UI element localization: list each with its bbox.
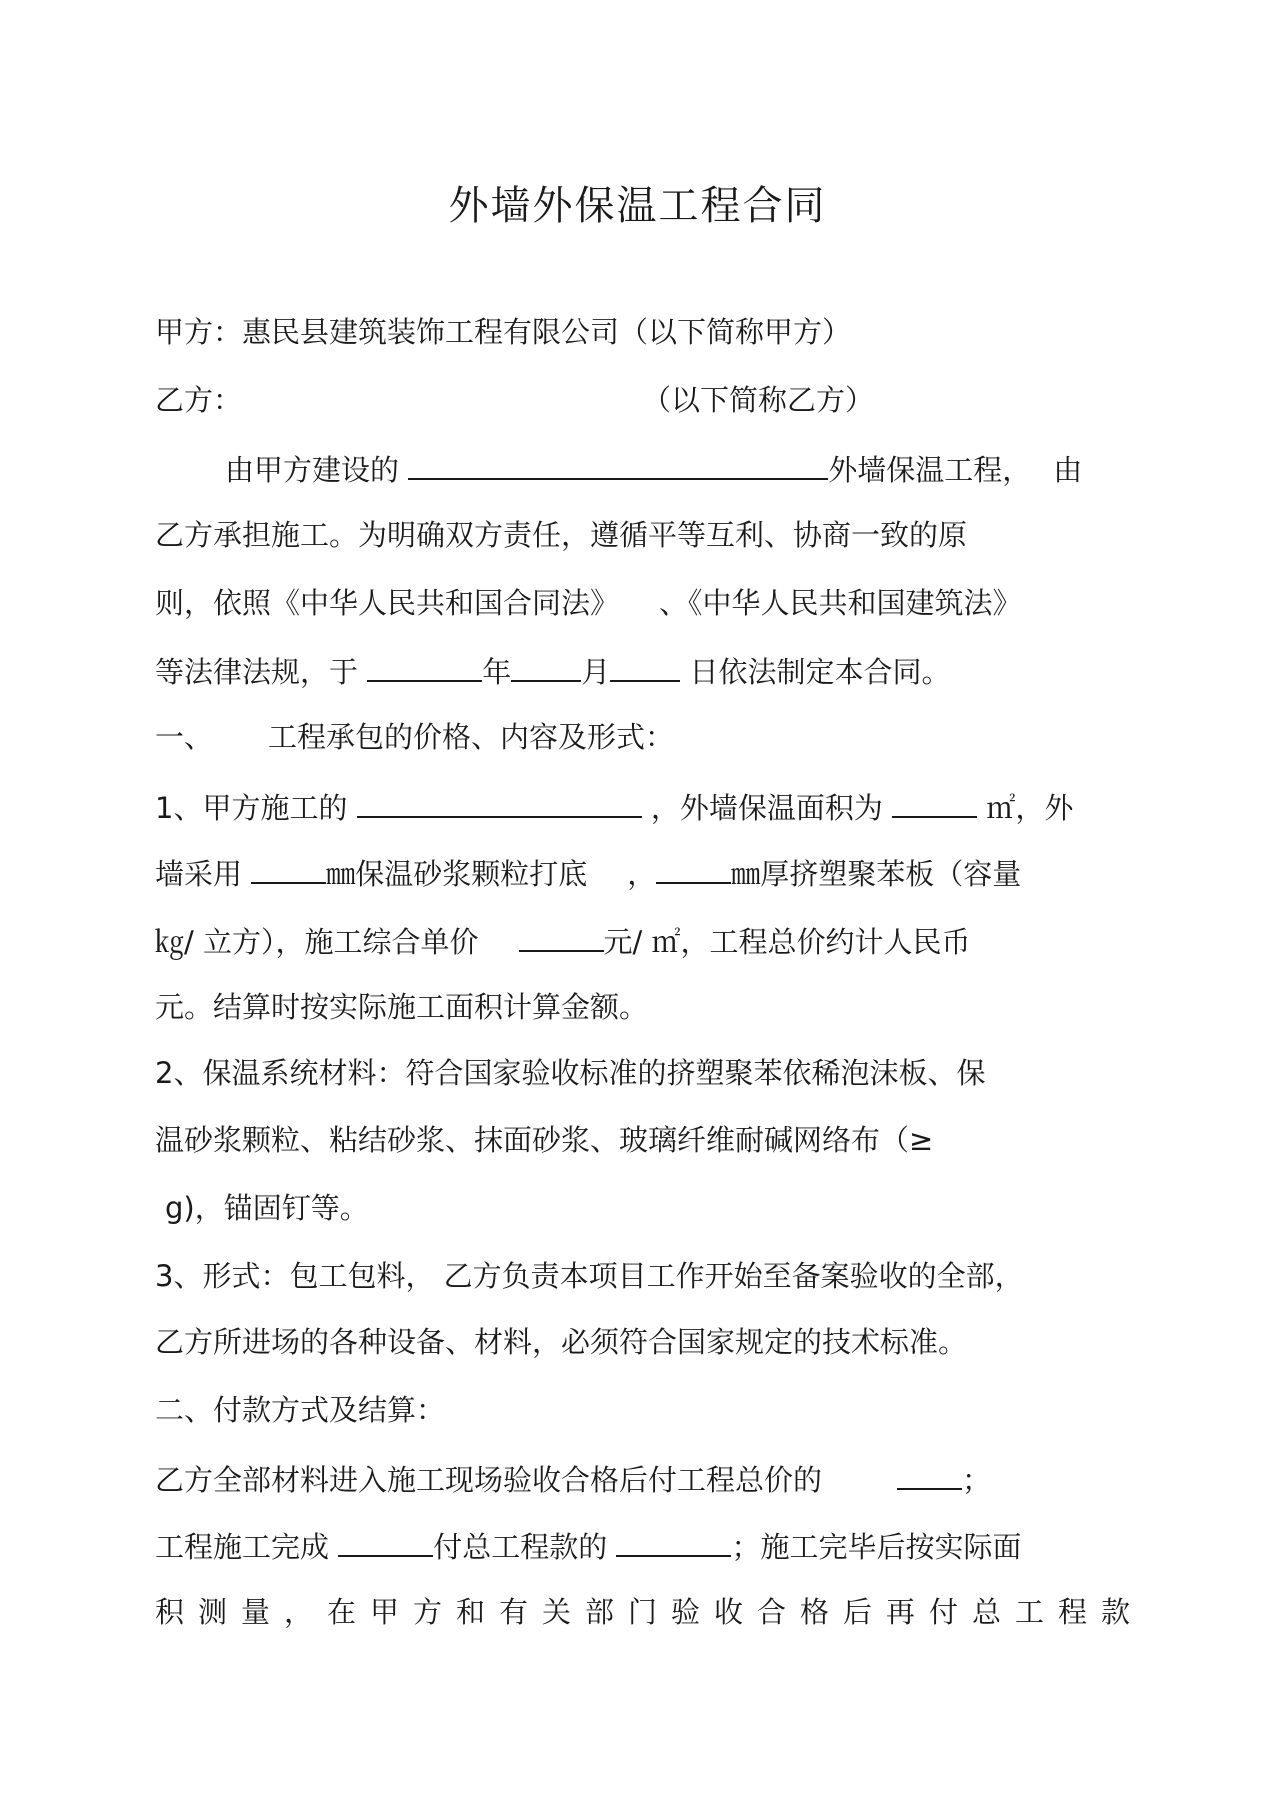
payment-line-3: 积测量，在甲方和有关部门验收合格后再付总工程款 (155, 1595, 1145, 1629)
payment-line-1: 乙方全部材料进入施工现场验收合格后付工程总价的 ； (155, 1458, 991, 1500)
item-1-line-2: 墙采用 ㎜保温砂浆颗粒打底 ， ㎜厚挤塑聚苯板（容量 (155, 852, 1021, 894)
first-payment-blank (897, 1458, 962, 1490)
item-2-line-2: 温砂浆颗粒、粘结砂浆、抹面砂浆、玻璃纤维耐碱网络布（≥ (155, 1123, 934, 1157)
intro-line-4: 等法律法规，于 年 月 日依法制定本合同。 (155, 650, 951, 692)
year-blank (367, 650, 482, 682)
board-thickness-blank (656, 852, 731, 884)
item-2-line-3: g)，锚固钉等。 (165, 1191, 369, 1225)
section-1-heading: 一、 工程承包的价格、内容及形式： (155, 720, 675, 754)
intro-line-1: 由甲方建设的 外墙保温工程， 由 (225, 448, 1082, 490)
item-1-line-1: 1、甲方施工的 ，外墙保温面积为 ㎡，外 (155, 786, 1073, 828)
day-blank (610, 650, 680, 682)
contract-title: 外墙外保温工程合同 (448, 183, 827, 229)
section-2-heading: 二、付款方式及结算： (155, 1393, 446, 1427)
project-name-blank (408, 448, 828, 480)
party-b-alias: （以下简称乙方） (642, 383, 875, 417)
party-b-label: 乙方： (155, 383, 243, 417)
item-3-line-1: 3、形式：包工包料， 乙方负责本项目工作开始至备案验收的全部， (155, 1259, 1024, 1293)
intro-line-3: 则，依照《中华人民共和国合同法》 、《中华人民共和国建筑法》 (155, 586, 1022, 620)
item-1-line-4: 元。结算时按实际施工面积计算金额。 (155, 990, 649, 1024)
item-3-line-2: 乙方所进场的各种设备、材料，必须符合国家规定的技术标准。 (155, 1325, 968, 1359)
item-1-line-3: ㎏/ 立方），施工综合单价 元/ ㎡，工程总价约计人民币 (155, 920, 971, 962)
intro-line-2: 乙方承担施工。为明确双方责任，遵循平等互利、协商一致的原 (155, 518, 968, 552)
payment-line-2: 工程施工完成 付总工程款的 ；施工完毕后按实际面 (155, 1525, 1021, 1567)
party-a-line: 甲方：惠民县建筑装饰工程有限公司（以下简称甲方） (155, 315, 852, 349)
party-b-line (155, 380, 874, 420)
payment-percent-blank (616, 1525, 731, 1557)
mortar-thickness-blank (251, 852, 326, 884)
month-blank (511, 650, 581, 682)
area-blank (892, 786, 977, 818)
unit-price-blank (519, 920, 604, 952)
construction-blank (357, 786, 642, 818)
item-2-line-1: 2、保温系统材料：符合国家验收标准的挤塑聚苯依稀泡沫板、保 (155, 1056, 986, 1090)
completion-blank (338, 1525, 433, 1557)
